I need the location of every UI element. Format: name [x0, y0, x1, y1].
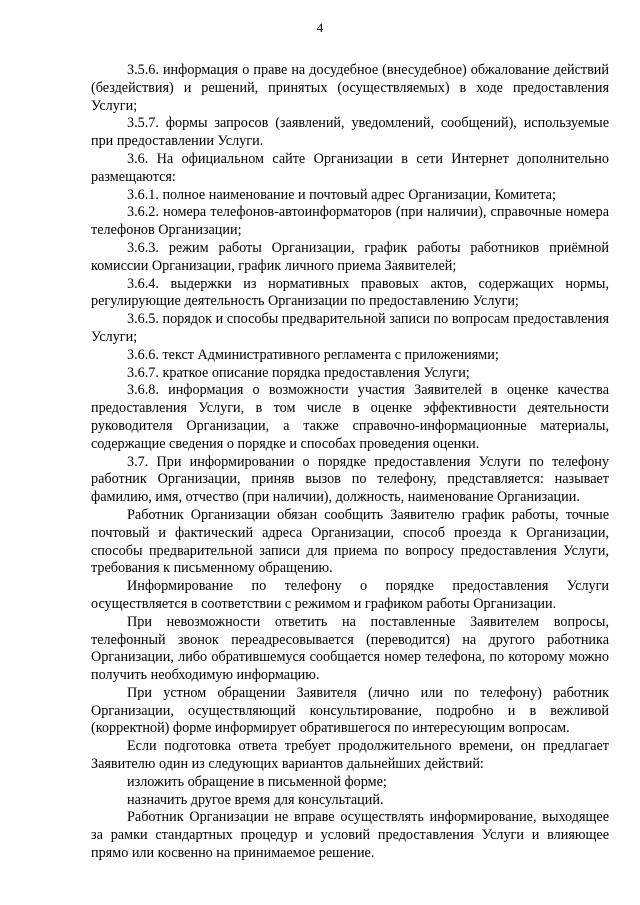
paragraph: 3.6. На официальном сайте Организации в сети Интернет дополнительно размещаются: — [91, 150, 609, 185]
paragraph: 3.6.3. режим работы Организации, график работы работников приёмной комиссии Организации, график личного приема Заявителей; — [91, 239, 609, 274]
paragraph: 3.6.2. номера телефонов-автоинформаторов (при наличии), справочные номера телефонов Организации; — [91, 204, 609, 239]
page-number: 4 — [316, 20, 324, 35]
paragraph: 3.7. При информировании о порядке предоставления Услуги по телефону работник Организации, приняв вызов по телефону, представляется: называет фамилию, имя, отчество (при наличии), должность, наименование Организации. — [91, 453, 609, 506]
paragraph: 3.6.4. выдержки из нормативных правовых актов, содержащих нормы, регулирующие деятельность Организации по предоставлению Услуги; — [91, 275, 609, 310]
paragraph: 3.5.6. информация о праве на досудебное (внесудебное) обжалование действий (бездействия) и решений, принятых (осуществляемых) в ходе предоставления Услуги; — [91, 62, 609, 114]
paragraph: При устном обращении Заявителя (лично или по телефону) работник Организации, осуществляющий консультирование, подробно и в вежливой (корректной) форме информирует обратившегося по интересующим вопросам. — [91, 684, 609, 737]
paragraph: 3.5.7. формы запросов (заявлений, уведомлений, сообщений), используемые при предоставлении Услуги. — [91, 115, 609, 150]
paragraph: Если подготовка ответа требует продолжительного времени, он предлагает Заявителю один из следующих вариантов дальнейших действий: — [91, 738, 609, 773]
paragraph: 3.6.6. текст Административного регламента с приложениями; — [127, 346, 499, 363]
paragraph: 3.6.7. краткое описание порядка предоставления Услуги; — [127, 364, 470, 381]
document-body — [91, 62, 609, 863]
paragraph: 3.6.1. полное наименование и почтовый адрес Организации, Комитета; — [127, 186, 556, 203]
paragraph: изложить обращение в письменной форме; — [127, 773, 387, 790]
paragraph: 3.6.8. информация о возможности участия Заявителей в оценке качества предоставления Услуги, в том числе в оценке эффективности деятельности руководителя Организации, а также справочно-информационные материалы, содержащие сведения о порядке и способах проведения оценки. — [91, 382, 609, 452]
paragraph: назначить другое время для консультаций. — [127, 791, 384, 808]
paragraph: Работник Организации обязан сообщить Заявителю график работы, точные почтовый и фактический адреса Организации, способ проезда к Организации, способы предварительной записи для приема по вопросу предоставления Услуги, требования к письменному обращению. — [91, 506, 609, 577]
paragraph: Информирование по телефону о порядке предоставления Услуги осуществляется в соответствии с режимом и графиком работы Организации. — [91, 578, 609, 612]
paragraph: Работник Организации не вправе осуществлять информирование, выходящее за рамки стандартных процедур и условий предоставления Услуги и влияющее прямо или косвенно на принимаемое решение. — [91, 809, 609, 862]
paragraph: При невозможности ответить на поставленные Заявителем вопросы, телефонный звонок переадресовывается (переводится) на другого работника Организации, либо обратившемуся сообщается номер телефона, по которому можно получить необходимую информацию. — [91, 613, 609, 684]
paragraph: 3.6.5. порядок и способы предварительной записи по вопросам предоставления Услуги; — [91, 311, 609, 345]
